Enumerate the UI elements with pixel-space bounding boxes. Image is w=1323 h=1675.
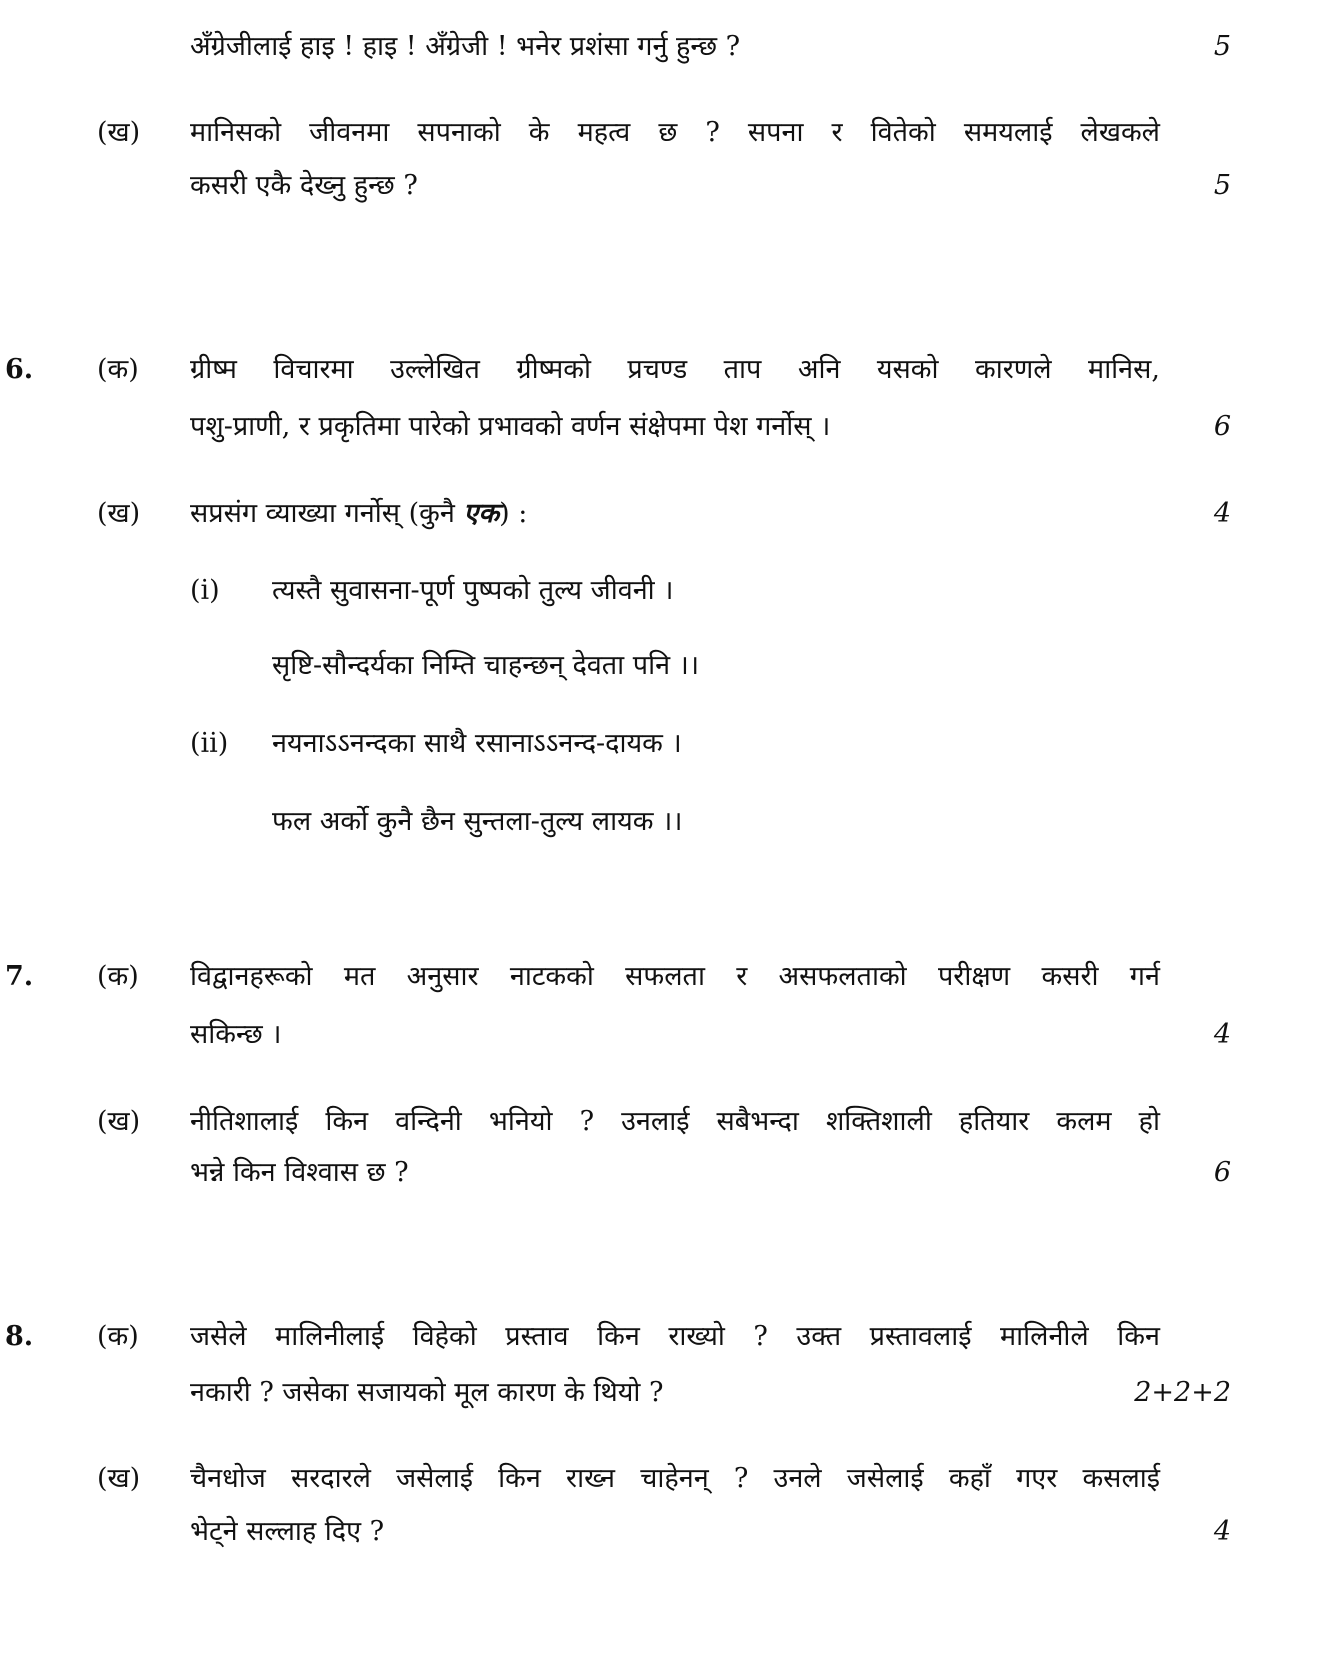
q5-ka-marks: 5 [1213,31,1231,62]
q8-ka-marks: 2+2+2 [1134,1377,1231,1408]
q5-kha-line2: कसरी एकै देख्नु हुन्छ ? [190,170,418,201]
q6-ka-marks: 6 [1213,411,1231,442]
q6-option-i-label: (i) [190,575,220,606]
q6-kha-emphasis: एक [463,498,500,529]
q5-kha-marks: 5 [1213,170,1231,201]
q8-ka-label: (क) [97,1321,139,1352]
q7-ka-line1: विद्वानहरूको मत अनुसार नाटकको सफलता र असफलताको परीक्षण कसरी गर्न [190,961,1160,992]
q6-kha-text-b: ) : [499,498,528,529]
q6-option-ii-label: (ii) [190,728,229,759]
q7-number: 7. [5,961,34,992]
q6-kha-text [190,496,1160,532]
q8-kha-line1: चैनधोज सरदारले जसेलाई किन राख्न चाहेनन् ? उनले जसेलाई कहाँ गएर कसलाई [190,1463,1160,1494]
q6-kha-text-a: सप्रसंग व्याख्या गर्नोस् (कुनै [190,498,464,529]
q6-kha-marks: 4 [1213,498,1231,529]
q5-ka-line2: अँग्रेजीलाई हाइ ! हाइ ! अँग्रेजी ! भनेर प्रशंसा गर्नु हुन्छ ? [190,31,741,62]
q6-option-i-line1: त्यस्तै सुवासना-पूर्ण पुष्पको तुल्य जीवनी । [272,575,674,606]
q7-ka-label: (क) [97,961,139,992]
q8-ka-line2: नकारी ? जसेका सजायको मूल कारण के थियो ? [190,1377,664,1408]
q6-ka-line2: पशु-प्राणी, र प्रकृतिमा पारेको प्रभावको वर्णन संक्षेपमा पेश गर्नोस् । [190,411,831,442]
q7-ka-marks: 4 [1213,1019,1231,1050]
q6-option-i-line2: सृष्टि-सौन्दर्यका निम्ति चाहन्छन् देवता पनि ।। [272,650,700,681]
q6-kha-label: (ख) [97,498,141,529]
q8-kha-label: (ख) [97,1463,141,1494]
q7-kha-label: (ख) [97,1106,141,1137]
q6-ka-line1: ग्रीष्म विचारमा उल्लेखित ग्रीष्मको प्रचण्ड ताप अनि यसको कारणले मानिस, [190,354,1160,385]
q7-kha-line2: भन्ने किन विश्वास छ ? [190,1157,409,1188]
q7-ka-line2: सकिन्छ । [190,1019,282,1050]
q8-number: 8. [5,1321,34,1352]
q5-kha-label: (ख) [97,117,141,148]
q5-kha-line1: मानिसको जीवनमा सपनाको के महत्व छ ? सपना र वितेको समयलाई लेखकले [190,117,1160,148]
q8-ka-line1: जसेले मालिनीलाई विहेको प्रस्ताव किन राख्यो ? उक्त प्रस्तावलाई मालिनीले किन [190,1321,1160,1352]
q8-kha-marks: 4 [1213,1516,1231,1547]
q6-option-ii-line1: नयनाऽऽनन्दका साथै रसानाऽऽनन्द-दायक । [272,728,682,759]
q6-ka-label: (क) [97,354,139,385]
q6-option-ii-line2: फल अर्को कुनै छैन सुन्तला-तुल्य लायक ।। [272,806,683,837]
q6-number: 6. [5,354,34,385]
q7-kha-marks: 6 [1213,1157,1231,1188]
q7-kha-line1: नीतिशालाई किन वन्दिनी भनियो ? उनलाई सबैभन्दा शक्तिशाली हतियार कलम हो [190,1106,1160,1137]
q8-kha-line2: भेट्ने सल्लाह दिए ? [190,1516,385,1547]
